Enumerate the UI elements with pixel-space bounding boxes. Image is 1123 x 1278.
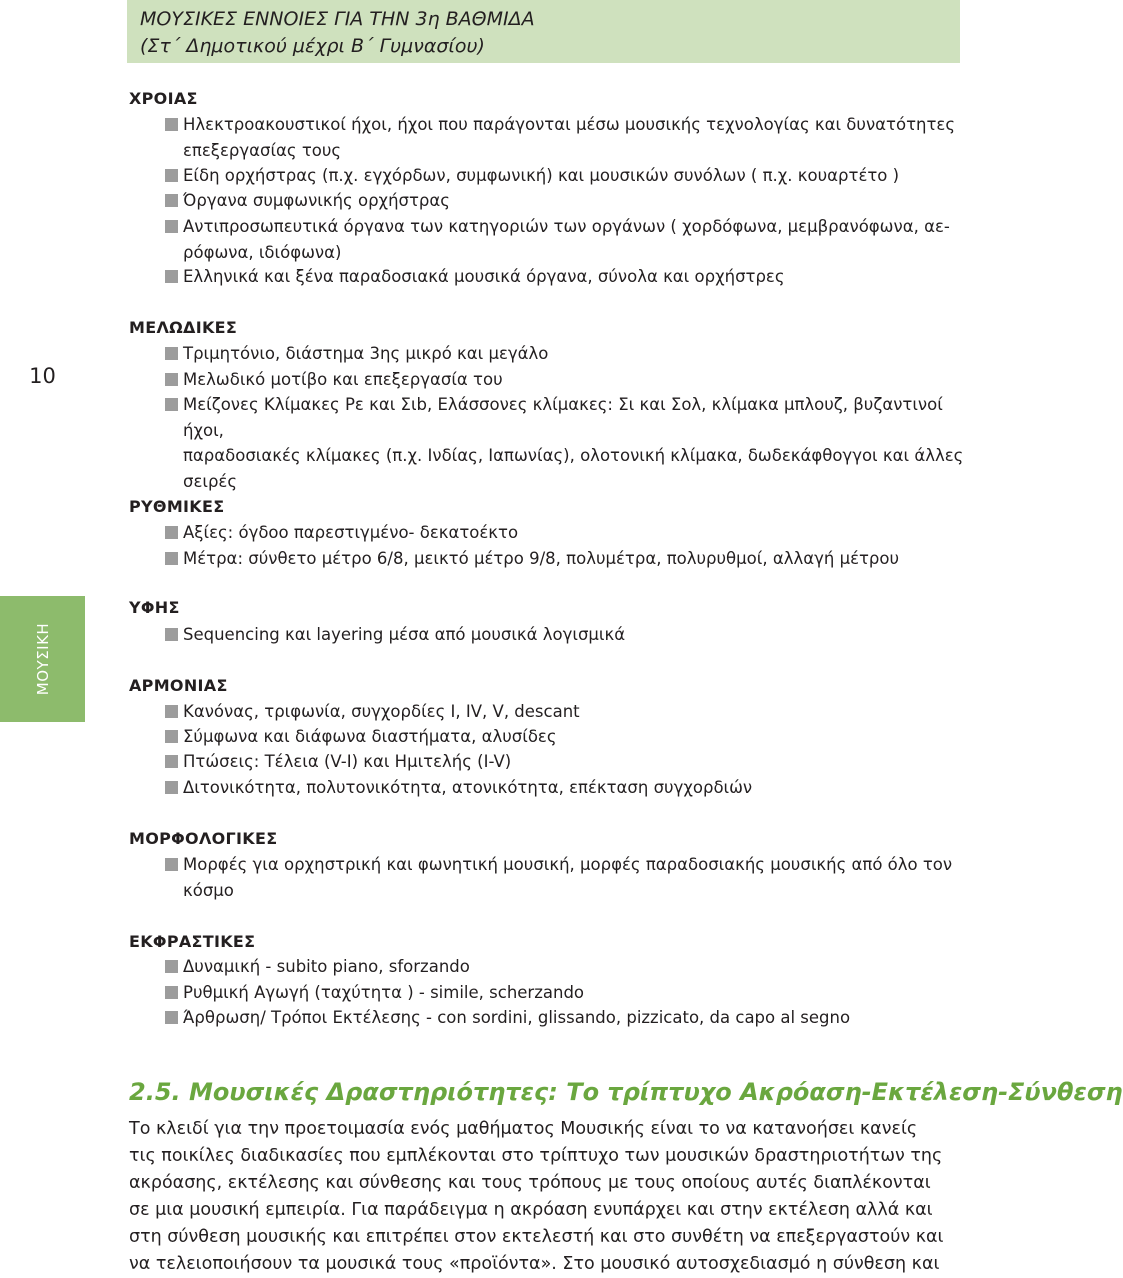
list-item-line: κόσμο: [183, 880, 234, 900]
bullet-square-icon: [165, 347, 178, 360]
bullet-square-icon: [165, 270, 178, 283]
paragraph-line: σε μια μουσική εμπειρία. Για παράδειγμα η ακρόαση ενυπάρχει και στην εκτέλεση αλλά και: [129, 1200, 933, 1220]
header-title-line2: (Στ΄ Δημοτικού μέχρι Β΄ Γυμνασίου): [140, 35, 485, 57]
list-item-line: ρόφωνα, ιδιόφωνα): [183, 242, 342, 262]
bullet-square-icon: [165, 373, 178, 386]
list-item: [165, 264, 965, 290]
list-item-line: Μελωδικό μοτίβο και επεξεργασία του: [183, 370, 503, 389]
list-item: [165, 188, 965, 214]
list-item-line: Όργανα συμφωνικής ορχήστρας: [183, 191, 450, 210]
section-heading-armonias: ΑΡΜΟΝΙΑΣ: [129, 676, 228, 695]
side-tab-label: ΜΟΥΣΙΚΗ: [34, 622, 52, 696]
bullet-square-icon: [165, 755, 178, 768]
bullet-square-icon: [165, 526, 178, 539]
paragraph-line: ακρόασης, εκτέλεσης και σύνθεσης και τους τρόπους με τους οποίους αυτές διαπλέκονται: [129, 1173, 931, 1193]
bullet-square-icon: [165, 730, 178, 743]
list-item-line: Μέτρα: σύνθετο μέτρο 6/8, μεικτό μέτρο 9/8, πολυμέτρα, πολυρυθμοί, αλλαγή μέτρου: [183, 549, 900, 568]
list-item: [165, 341, 965, 367]
list-item: [165, 367, 965, 393]
list-item-line: Αντιπροσωπευτικά όργανα των κατηγοριών των οργάνων ( χορδόφωνα, μεμβρανόφωνα, αε-: [183, 217, 950, 236]
list-item-line: Ρυθμική Αγωγή (ταχύτητα ) - simile, scherzando: [183, 983, 585, 1002]
list-item: [165, 392, 965, 494]
list-item-line: Τριμητόνιο, διάστημα 3ης μικρό και μεγάλο: [183, 344, 549, 363]
paragraph-line: Το κλειδί για την προετοιμασία ενός μαθήματος Μουσικής είναι το να κατανοήσει κανείς: [129, 1119, 918, 1139]
list-item-line: Ηλεκτροακουστικοί ήχοι, ήχοι που παράγονται μέσω μουσικής τεχνολογίας και δυνατότητες: [183, 115, 956, 134]
list-item: [165, 980, 965, 1006]
section-heading-rythmikes: ΡΥΘΜΙΚΕΣ: [129, 497, 225, 516]
list-item: [165, 622, 965, 648]
bullet-square-icon: [165, 781, 178, 794]
list-item-line: Κανόνας, τριφωνία, συγχορδίες I, IV, V, descant: [183, 702, 580, 721]
section-heading-ekfrastikes: ΕΚΦΡΑΣΤΙΚΕΣ: [129, 932, 256, 951]
list-item: [165, 852, 965, 903]
list-item-line: παραδοσιακές κλίμακες (π.χ. Ινδίας, Ιαπωνίας), ολοτονική κλίμακα, δωδεκάφθογγοι και άλλες: [183, 446, 964, 465]
list-item-line: Άρθρωση/ Τρόποι Εκτέλεσης - con sordini, glissando, pizzicato, da capo al segno: [183, 1008, 851, 1027]
list-item: [165, 749, 965, 775]
list-item: [165, 1005, 965, 1031]
list-item: [165, 520, 965, 546]
header-title-line1: ΜΟΥΣΙΚΕΣ ΕΝΝΟΙΕΣ ΓΙΑ ΤΗΝ 3η ΒΑΘΜΙΔΑ: [140, 8, 535, 30]
list-item-line: Σύμφωνα και διάφωνα διαστήματα, αλυσίδες: [183, 727, 557, 746]
list-item-line: Διτονικότητα, πολυτονικότητα, ατονικότητα, επέκταση συγχορδιών: [183, 778, 753, 797]
paragraph-line: να τελειοποιήσουν τα μουσικά τους «προϊόντα». Στο μουσικό αυτοσχεδιασμό η σύνθεση και: [129, 1254, 940, 1274]
bullet-square-icon: [165, 118, 178, 131]
subsection-title: 2.5. Μουσικές Δραστηριότητες: Το τρίπτυχο Ακρόαση-Εκτέλεση-Σύνθεση: [129, 1078, 1123, 1106]
bullet-square-icon: [165, 628, 178, 641]
section-heading-chroias: ΧΡΟΙΑΣ: [129, 89, 198, 108]
bullet-square-icon: [165, 220, 178, 233]
list-item: [165, 954, 965, 980]
bullet-square-icon: [165, 1011, 178, 1024]
list-item-line: Μορφές για ορχηστρική και φωνητική μουσική, μορφές παραδοσιακής μουσικής από όλο τον: [183, 855, 953, 874]
list-item-line: Δυναμική - subito piano, sforzando: [183, 957, 470, 976]
list-item-line: Πτώσεις: Τέλεια (V-I) και Ημιτελής (I-V): [183, 752, 512, 771]
list-item: [165, 214, 965, 265]
side-tab-label-wrap: [28, 596, 58, 722]
page-number: 10: [29, 364, 56, 388]
list-item: [165, 724, 965, 750]
list-item-line: Μείζονες Κλίμακες Ρε και Σιb, Ελάσσονες κλίμακες: Σι και Σολ, κλίμακα μπλουζ, βυζαντινοί ήχοι,: [183, 395, 943, 440]
list-item: [165, 546, 965, 572]
list-item-line: Ελληνικά και ξένα παραδοσιακά μουσικά όργανα, σύνολα και ορχήστρες: [183, 267, 785, 286]
paragraph-line: στη σύνθεση μουσικής και επιτρέπει στον εκτελεστή και στο συνθέτη να επεξεργαστούν και: [129, 1227, 944, 1247]
list-item-line: σειρές: [183, 471, 238, 491]
subsection-paragraph: [129, 1116, 959, 1278]
list-item-line: Αξίες: όγδοο παρεστιγμένο- δεκατοέκτο: [183, 523, 519, 542]
section-heading-morfologikes: ΜΟΡΦΟΛΟΓΙΚΕΣ: [129, 829, 278, 848]
list-item: [165, 699, 965, 725]
bullet-square-icon: [165, 169, 178, 182]
section-heading-yfis: ΥΦΗΣ: [129, 598, 180, 617]
bullet-square-icon: [165, 398, 178, 411]
list-item-line: Είδη ορχήστρας (π.χ. εγχόρδων, συμφωνική) και μουσικών συνόλων ( π.χ. κουαρτέτο ): [183, 166, 900, 185]
list-item: [165, 775, 965, 801]
bullet-square-icon: [165, 858, 178, 871]
list-item-line: Sequencing και layering μέσα από μουσικά λογισμικά: [183, 625, 626, 644]
bullet-square-icon: [165, 705, 178, 718]
bullet-square-icon: [165, 194, 178, 207]
list-item: [165, 163, 965, 189]
list-item: [165, 112, 965, 163]
paragraph-line: τις ποικίλες διαδικασίες που εμπλέκονται στο τρίπτυχο των μουσικών δραστηριοτήτων της: [129, 1146, 943, 1166]
list-item-line: επεξεργασίας τους: [183, 140, 342, 160]
bullet-square-icon: [165, 986, 178, 999]
section-heading-melodikes: ΜΕΛΩΔΙΚΕΣ: [129, 318, 238, 337]
bullet-square-icon: [165, 552, 178, 565]
bullet-square-icon: [165, 960, 178, 973]
